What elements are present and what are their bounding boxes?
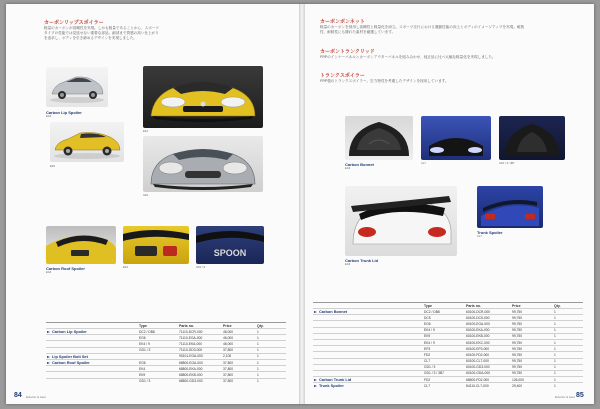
triangle-bullet-icon xyxy=(314,311,317,313)
table-cell: 1 xyxy=(256,347,286,353)
table-cell: 1 xyxy=(256,359,286,365)
roof-spoiler-image-1 xyxy=(46,226,116,264)
table-cell: 37,800 xyxy=(222,378,256,384)
bonnet-caption: Carbon Bonnet xyxy=(345,162,374,167)
table-cell: 1 xyxy=(553,346,583,352)
silver-car-front-image xyxy=(143,136,263,192)
roof-spoiler-photo-1 xyxy=(46,226,116,264)
col-price: Price xyxy=(223,323,232,328)
table-cell: 60100-DC5-000 xyxy=(465,315,511,321)
table-cell: GD1 / 3 xyxy=(423,364,465,370)
left-page xyxy=(6,4,299,404)
bonnet-description: 軽量のカーボンを採用し高剛性と軽量化を両立。スポーツ走行における運動性能の向上とボディのイメージアップを実現。耐熱性、耐候性にも優れた素材を厳選しています。 xyxy=(320,25,525,34)
table-cell: EK4 / 9 xyxy=(423,339,465,345)
triangle-bullet-icon xyxy=(314,379,317,381)
lip-spoiler-caption: Carbon Lip Spoiler xyxy=(46,110,82,115)
col-type: Type xyxy=(424,303,432,308)
table-cell: 60100-EKC-000 xyxy=(465,339,511,345)
table-group-label: Carbon Roof Spoiler xyxy=(52,360,90,366)
table-cell: FD2 xyxy=(423,377,465,383)
table-cell: 1 xyxy=(553,315,583,321)
triangle-bullet-icon xyxy=(47,331,50,333)
table-cell: 1 xyxy=(553,383,583,389)
right-section-bonnet xyxy=(320,18,530,35)
table-cell: EK4 / 9 xyxy=(138,341,178,347)
left-page-section: Exterior & Aero xyxy=(26,395,47,399)
table-cell: 37,800 xyxy=(222,359,256,365)
table-cell: 1 xyxy=(256,335,286,341)
table-cell: 68800-EKB-000 xyxy=(178,372,222,378)
table-cell: 99,750 xyxy=(511,327,553,333)
table-cell: 60100-EKB-000 xyxy=(465,333,511,339)
table-cell: FD2 xyxy=(423,352,465,358)
trunk-spoiler-type: CL7 xyxy=(477,235,482,238)
silver-civic-photo xyxy=(46,67,108,107)
table-cell xyxy=(313,383,379,389)
table-group-label: Trunk Spoiler xyxy=(319,383,344,389)
table-cell: 46,000 xyxy=(222,329,256,335)
table-cell: 1 xyxy=(553,327,583,333)
left-parts-table xyxy=(46,323,286,384)
table-cell: 37,800 xyxy=(222,372,256,378)
table-cell: EK4 / 9 xyxy=(423,327,465,333)
table-cell: 60100-GD3-000 xyxy=(465,364,511,370)
triangle-bullet-icon xyxy=(47,356,50,358)
trunk-spoiler-heading: トランクスポイラー xyxy=(320,73,365,79)
table-cell: 99,750 xyxy=(511,358,553,364)
table-cell: 99,750 xyxy=(511,339,553,345)
table-cell: 71110-EKA-000 xyxy=(178,341,222,347)
table-cell: 37,800 xyxy=(222,366,256,372)
carbon-bonnet-photo-1 xyxy=(345,116,413,160)
col-type: Type xyxy=(139,323,147,328)
table-cell: 60100-GDA-000 xyxy=(465,370,511,376)
table-cell: 1 xyxy=(553,333,583,339)
table-cell xyxy=(379,383,423,389)
carbon-bonnet-photo-2 xyxy=(421,116,491,160)
table-cell: EG6 xyxy=(138,359,178,365)
table-cell: 60100-DCR-000 xyxy=(465,309,511,315)
table-cell: 99,750 xyxy=(511,333,553,339)
trunk-lid-description: FRPのインナーパネルとカーボンアウターパネルを組み合わせ、純正品に比べ大幅な軽量化を実現しました。 xyxy=(320,55,496,59)
table-cell: 1 xyxy=(553,321,583,327)
table-cell: 1 xyxy=(256,329,286,335)
roof-spoiler-photo-3 xyxy=(196,226,264,264)
table-cell: 71110-DCR-000 xyxy=(178,329,222,335)
trunk-spoiler-caption: Trunk Spoiler xyxy=(477,230,503,235)
silver-fit-front-photo xyxy=(143,136,263,192)
table-cell: 46,000 xyxy=(222,335,256,341)
table-cell: 1 xyxy=(553,352,583,358)
roof-spoiler-photo-2-label: EK4 xyxy=(123,266,128,269)
table-cell: 1 xyxy=(256,353,286,359)
col-qty: Qty. xyxy=(257,323,264,328)
table-cell: EG6 xyxy=(138,335,178,341)
right-page-number: 85 xyxy=(576,392,584,399)
trunk-lid-type: EG6 xyxy=(345,263,351,266)
table-cell: 68800-EGA-000 xyxy=(178,359,222,365)
right-page-section: Exterior & Aero xyxy=(555,395,576,399)
table-cell: 90101-EGA-000 xyxy=(178,353,222,359)
lip-spoiler-heading: カーボンリップスポイラー xyxy=(44,20,104,26)
table-cell: 1 xyxy=(553,339,583,345)
table-cell: 1 xyxy=(256,372,286,378)
table-cell: 46,000 xyxy=(222,341,256,347)
table-cell: 60100-EGA-000 xyxy=(465,321,511,327)
col-parts-no: Parts no. xyxy=(466,303,481,308)
table-cell: 68500-FD2-000 xyxy=(465,377,511,383)
trunk-lid-caption: Carbon Trunk Lid xyxy=(345,258,379,263)
roof-spoiler-photo-2 xyxy=(123,226,189,264)
right-page xyxy=(305,4,594,404)
table-cell: 29,400 xyxy=(511,383,553,389)
table-cell: 99,750 xyxy=(511,364,553,370)
bonnet-image-1 xyxy=(345,116,413,160)
triangle-bullet-icon xyxy=(314,385,317,387)
table-cell: 1 xyxy=(553,377,583,383)
trunk-spoiler-photo xyxy=(477,186,543,228)
table-cell: 1 xyxy=(553,309,583,315)
trunk-lid-image xyxy=(345,186,457,256)
table-cell: 1 xyxy=(256,366,286,372)
trunk-spoiler-description: FRP製のトランクスポイラー。空力特性を考慮したデザインを採用しています。 xyxy=(320,79,449,83)
bonnet-photo-3-label: GD1 / 3 / 3B7 xyxy=(499,162,515,165)
table-cell: CL7 xyxy=(423,358,465,364)
table-group-label: Carbon Trunk Lid xyxy=(319,377,352,383)
col-price: Price xyxy=(512,303,521,308)
catalog-spread xyxy=(6,4,594,404)
lip-spoiler-description: 軽量のカーボンが高剛性を実現。しかも軽量であることから、スポーツタイプの性能では見逃せない重要な部品。細部まで質感の高い仕上がりを追求し、ボディを引き締めるデザインを実現しました。 xyxy=(44,26,159,40)
bonnet-type: EG6 xyxy=(345,167,351,170)
triangle-bullet-icon xyxy=(47,362,50,364)
table-cell: 1 xyxy=(553,358,583,364)
svg-text:SPOON: SPOON xyxy=(213,248,247,258)
bonnet-photo-2-label: CL7 xyxy=(421,162,426,165)
table-cell: DC5 xyxy=(423,315,465,321)
col-qty: Qty. xyxy=(554,303,561,308)
table-cell: GD1 / 3 xyxy=(138,378,178,384)
table-cell: 1 xyxy=(553,364,583,370)
bonnet-image-3 xyxy=(499,116,565,160)
table-cell: 60100-EKA-000 xyxy=(465,327,511,333)
ek4-photo-label: EK4 xyxy=(143,130,148,133)
table-cell xyxy=(46,378,104,384)
table-cell: 99,750 xyxy=(511,346,553,352)
roof-spoiler-image-2 xyxy=(123,226,189,264)
table-cell: EK4 xyxy=(138,366,178,372)
trunk-spoiler-image xyxy=(477,186,543,228)
table-cell: 1 xyxy=(256,341,286,347)
table-cell: 99,750 xyxy=(511,309,553,315)
table-cell: 68800-EKA-000 xyxy=(178,366,222,372)
table-cell: GD1 / 3 xyxy=(138,347,178,353)
bonnet-image-2 xyxy=(421,116,491,160)
table-cell: 71110-EGA-000 xyxy=(178,335,222,341)
table-cell: 60100-EP3-000 xyxy=(465,346,511,352)
table-cell: EG6 xyxy=(423,321,465,327)
bonnet-heading: カーボンボンネット xyxy=(320,19,365,25)
col-parts-no: Parts no. xyxy=(179,323,194,328)
yellow-car-side-image xyxy=(50,122,124,162)
table-cell: 99,750 xyxy=(511,352,553,358)
table-cell: 126,000 xyxy=(511,377,553,383)
table-group-label: Carbon Lip Spoiler xyxy=(52,329,87,335)
yellow-civic-front-photo xyxy=(143,66,263,128)
roof-spoiler-image-3 xyxy=(196,226,264,264)
roof-spoiler-photo-3-label: GD1 / S xyxy=(196,266,206,269)
yellow-car-front-image xyxy=(143,66,263,128)
table-cell: 71110-GD3-000 xyxy=(178,347,222,353)
table-cell: 1 xyxy=(256,378,286,384)
table-cell: DC2 / DB8 xyxy=(138,329,178,335)
table-group-label: Lip Spoiler Bolt Set xyxy=(52,353,88,359)
table-cell: EK9 xyxy=(423,333,465,339)
table-group-label: Carbon Bonnet xyxy=(319,309,348,315)
trunk-lid-heading: カーボントランクリッド xyxy=(320,49,375,55)
table-cell: 37,800 xyxy=(222,347,256,353)
table-row xyxy=(313,383,583,389)
table-cell: 99,750 xyxy=(511,321,553,327)
table-cell xyxy=(104,378,138,384)
table-cell: DC2 / DB8 xyxy=(423,309,465,315)
table-cell: EP3 xyxy=(423,346,465,352)
table-cell: 84110-CL7-000 xyxy=(465,383,511,389)
table-cell: 60100-CL7-000 xyxy=(465,358,511,364)
table-cell: 99,750 xyxy=(511,370,553,376)
silver-car-image xyxy=(46,67,108,107)
table-cell: 99,750 xyxy=(511,315,553,321)
carbon-bonnet-photo-3 xyxy=(499,116,565,160)
table-cell: CL7 xyxy=(423,383,465,389)
lip-spoiler-type: EG3 xyxy=(46,115,52,118)
table-cell: EK9 xyxy=(138,372,178,378)
yellow-civic-side-photo xyxy=(50,122,124,162)
gd-photo-label: GD1 xyxy=(143,194,149,197)
roof-spoiler-caption: Carbon Roof Spoiler xyxy=(46,266,85,271)
ek9-photo-label: EK9 xyxy=(50,165,55,168)
table-row xyxy=(46,378,286,384)
table-cell: 68800-GD3-000 xyxy=(178,378,222,384)
table-cell: GD1 / 3 / 3B7 xyxy=(423,370,465,376)
table-cell: 2,100 xyxy=(222,353,256,359)
table-cell: 1 xyxy=(553,370,583,376)
roof-spoiler-type: EG3 xyxy=(46,271,52,274)
left-page-number: 84 xyxy=(14,392,22,399)
carbon-trunk-lid-photo xyxy=(345,186,457,256)
right-parts-table xyxy=(313,303,583,388)
table-cell: 60100-FD2-000 xyxy=(465,352,511,358)
right-section-trunk-spoiler xyxy=(320,72,530,84)
right-section-trunk-lid xyxy=(320,48,530,60)
